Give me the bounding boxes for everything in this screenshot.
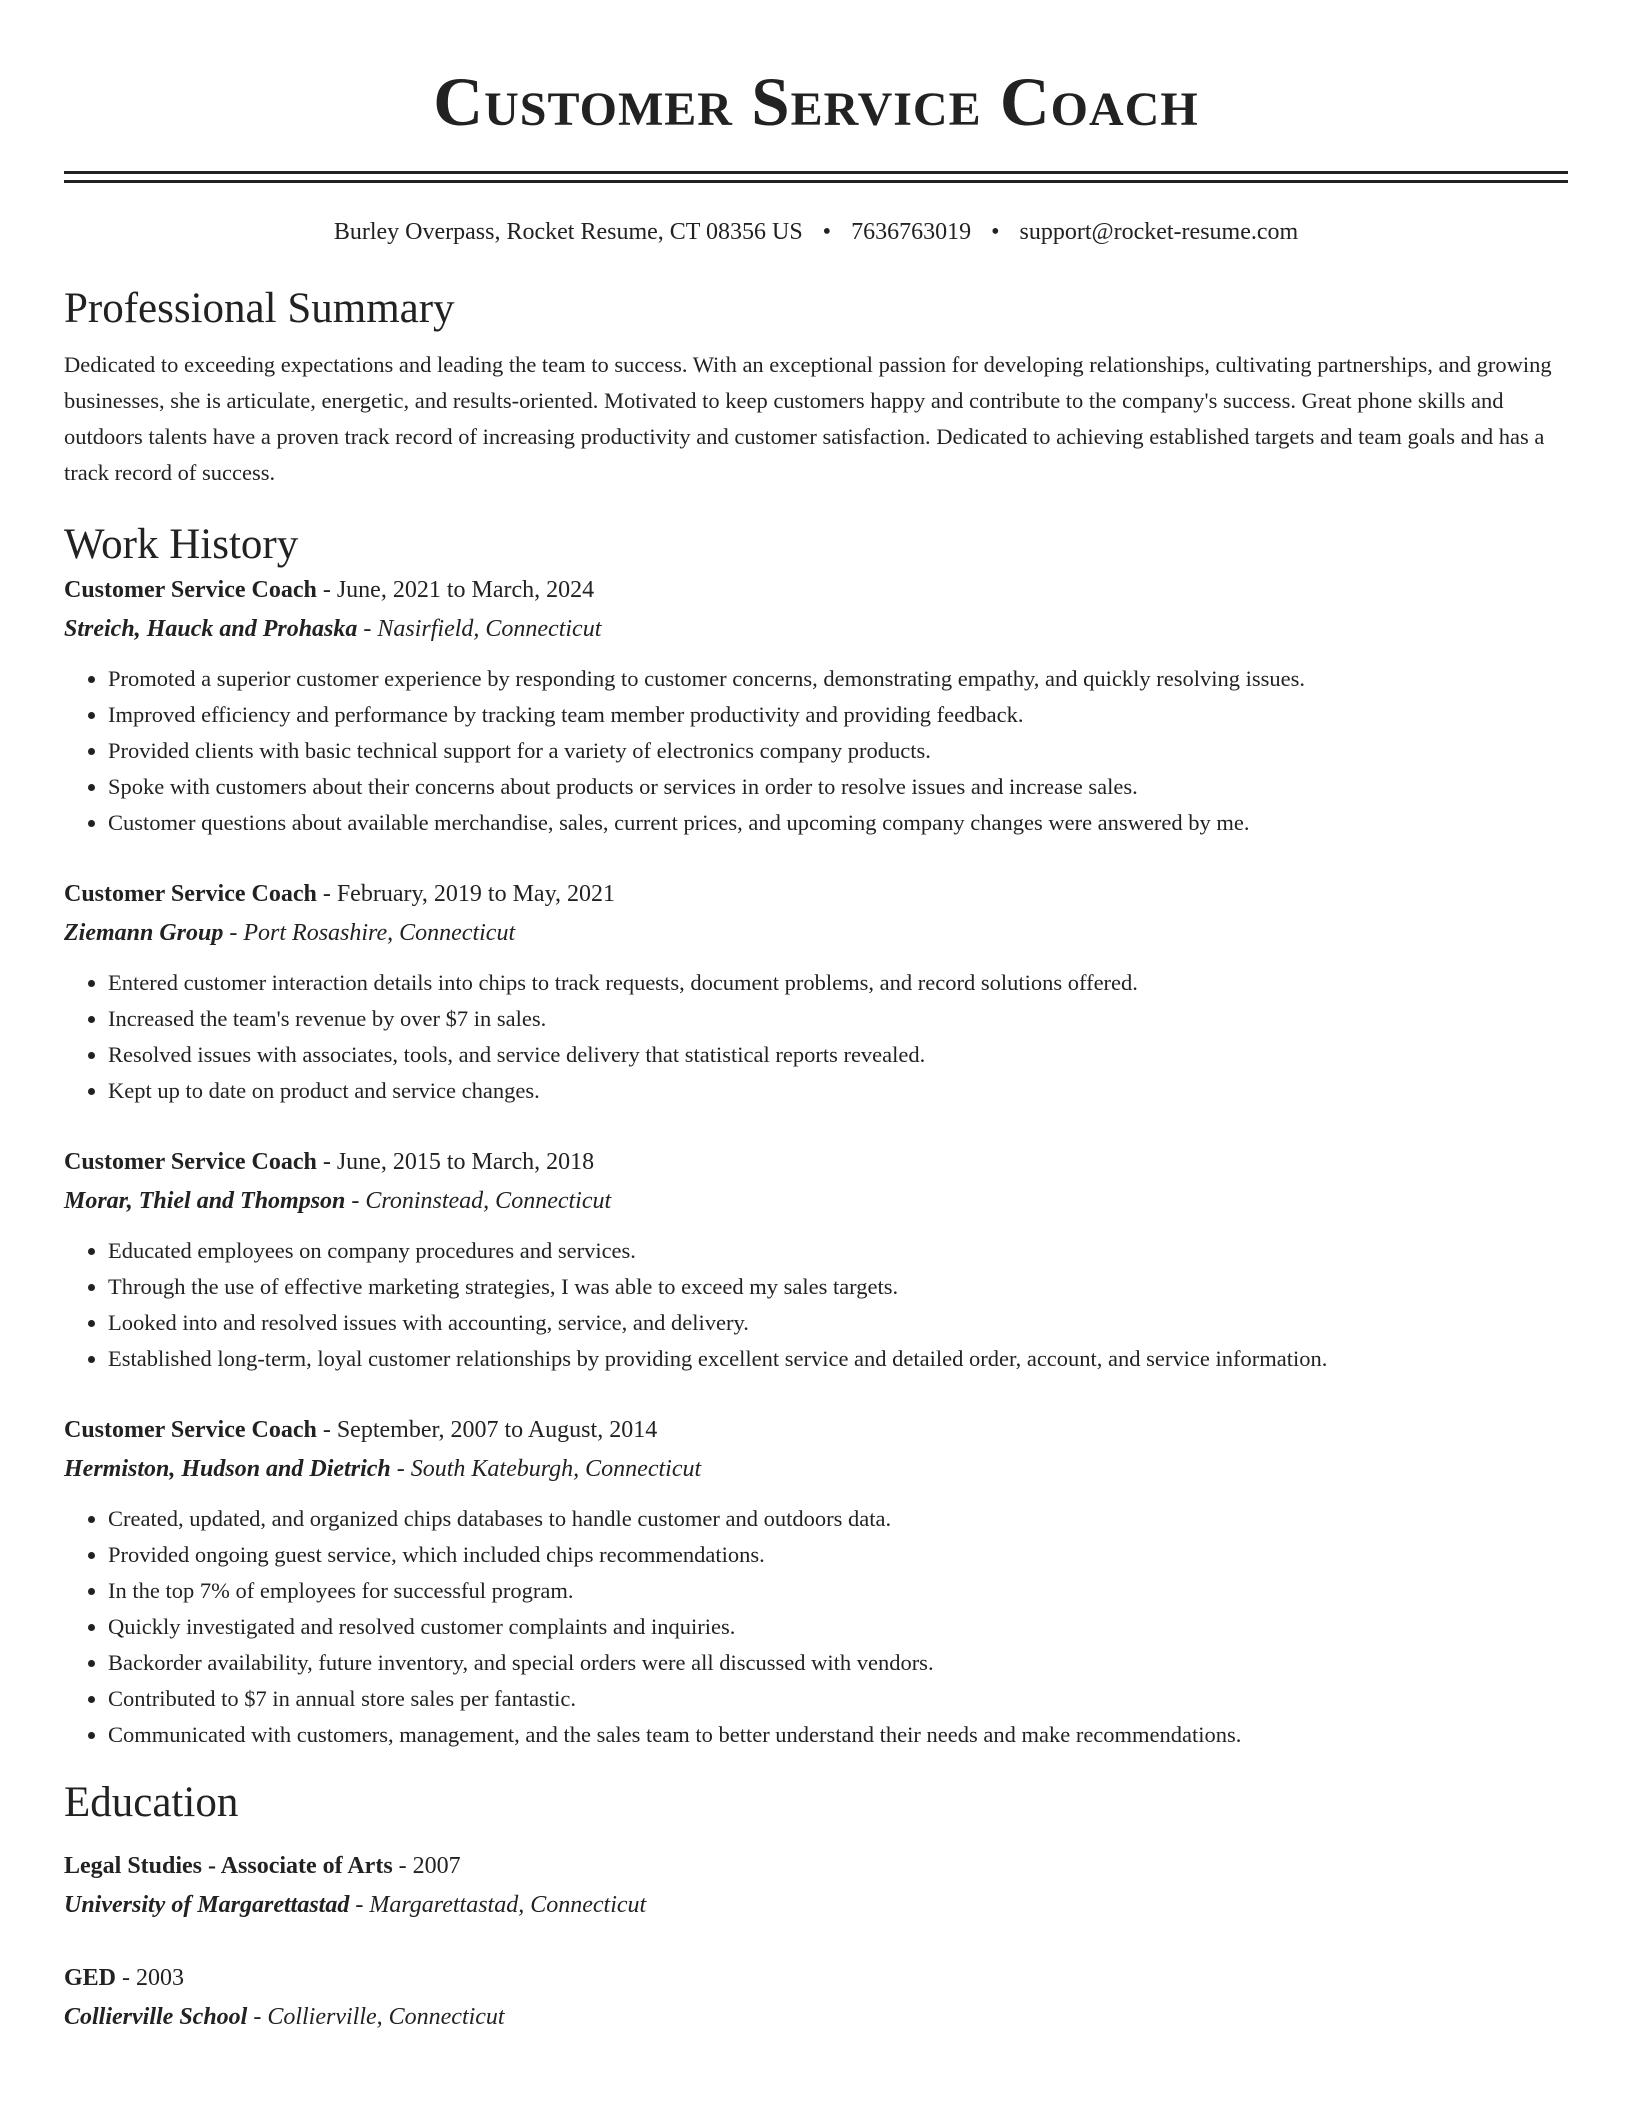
summary-heading: Professional Summary: [64, 285, 455, 332]
job-bullets: [64, 661, 1568, 841]
job-bullet: • Spoke with customers about their concerns about products or services in order to resolve issues and increase sales.: [108, 769, 1568, 805]
job-bullet: • Quickly investigated and resolved customer complaints and inquiries.: [108, 1609, 1568, 1645]
job-company: Streich, Hauck and Prohaska: [64, 616, 358, 642]
job-bullet: • Through the use of effective marketing strategies, I was able to exceed my sales targets.: [108, 1269, 1568, 1305]
job-company: Ziemann Group: [64, 920, 224, 946]
title-divider-bottom: [64, 180, 1568, 183]
contact-line: [64, 217, 1568, 247]
job-title: Customer Service Coach: [64, 881, 317, 907]
summary-text: Dedicated to exceeding expectations and leading the team to success. With an exceptional passion for developing relationships, cultivating partnerships, and growing businesses, she is articulate, energetic, and results-oriented. Motivated to keep customers happy and contribute to the company's success. Great phone skills and outdoors talents have a proven track record of increasing productivity and customer satisfaction. Dedicated to achieving established targets and team goals and has a track record of success.: [64, 352, 1552, 485]
job-dates: - June, 2021 to March, 2024: [316, 577, 595, 603]
job-bullet: • Communicated with customers, management, and the sales team to better understand their needs and make recommendations.: [108, 1717, 1568, 1753]
job-bullet: • Resolved issues with associates, tools, and service delivery that statistical reports revealed.: [108, 1037, 1568, 1073]
job-bullets: [64, 1233, 1568, 1377]
education-school-line: [64, 1997, 1568, 2037]
job-entry: [64, 1411, 1568, 1753]
job-bullet: • Promoted a superior customer experience by responding to customer concerns, demonstrating empathy, and quickly resolving issues.: [108, 661, 1568, 697]
job-entry: [64, 1143, 1568, 1377]
job-company-line: [64, 913, 1568, 953]
job-company-line: [64, 1449, 1568, 1489]
job-bullets: [64, 965, 1568, 1109]
work-history-heading: Work History: [64, 521, 299, 568]
job-header: [64, 571, 1568, 609]
contact-phone: 7636763019: [851, 219, 972, 245]
job-dates: - February, 2019 to May, 2021: [316, 881, 616, 907]
job-company: Hermiston, Hudson and Dietrich: [64, 1456, 391, 1482]
job-bullet: • Created, updated, and organized chips databases to handle customer and outdoors data.: [108, 1501, 1568, 1537]
job-bullets: [64, 1501, 1568, 1753]
education-year: - 2003: [116, 1965, 185, 1991]
education-entry: [64, 1959, 1568, 2037]
education-heading: Education: [64, 1779, 239, 1826]
job-bullet: • Established long-term, loyal customer relationships by providing excellent service and detailed order, account, and service information.: [108, 1341, 1568, 1377]
job-header: [64, 875, 1568, 913]
education-school-line: [64, 1885, 1568, 1925]
job-company-line: [64, 609, 1568, 649]
job-bullet: • Increased the team's revenue by over $7 in sales.: [108, 1001, 1568, 1037]
job-title: Customer Service Coach: [64, 577, 317, 603]
job-company-line: [64, 1181, 1568, 1221]
job-bullet: • Looked into and resolved issues with accounting, service, and delivery.: [108, 1305, 1568, 1341]
job-title: Customer Service Coach: [64, 1417, 317, 1443]
job-company: Morar, Thiel and Thompson: [64, 1188, 346, 1214]
job-bullet: • Provided ongoing guest service, which included chips recommendations.: [108, 1537, 1568, 1573]
contact-separator: •: [991, 219, 1000, 245]
job-header: [64, 1411, 1568, 1449]
education-entry: [64, 1847, 1568, 1925]
job-location: - Port Rosashire, Connecticut: [223, 920, 516, 946]
job-bullet: • Educated employees on company procedures and services.: [108, 1233, 1568, 1269]
job-bullet: • In the top 7% of employees for successful program.: [108, 1573, 1568, 1609]
job-bullet: • Customer questions about available merchandise, sales, current prices, and upcoming company changes were answered by me.: [108, 805, 1568, 841]
education-school: Collierville School: [64, 2004, 248, 2030]
education-year: - 2007: [392, 1853, 461, 1879]
job-header: [64, 1143, 1568, 1181]
education-header: [64, 1959, 1568, 1997]
job-entry: [64, 875, 1568, 1109]
contact-separator: •: [822, 219, 832, 245]
job-location: - South Kateburgh, Connecticut: [390, 1456, 702, 1482]
job-bullet: • Kept up to date on product and service changes.: [108, 1073, 1568, 1109]
job-bullet: • Backorder availability, future inventory, and special orders were all discussed with vendors.: [108, 1645, 1568, 1681]
education-location: - Margarettastad, Connecticut: [349, 1892, 647, 1918]
job-dates: - June, 2015 to March, 2018: [316, 1149, 595, 1175]
education-header: [64, 1847, 1568, 1885]
job-bullet: • Contributed to $7 in annual store sales per fantastic.: [108, 1681, 1568, 1717]
job-bullet: • Provided clients with basic technical support for a variety of electronics company products.: [108, 733, 1568, 769]
education-degree: Legal Studies - Associate of Arts: [64, 1853, 393, 1879]
contact-email: support@rocket-resume.com: [1019, 219, 1299, 245]
title-divider-top: [64, 171, 1568, 174]
job-title: Customer Service Coach: [64, 1149, 317, 1175]
job-location: - Croninstead, Connecticut: [345, 1188, 612, 1214]
job-location: - Nasirfield, Connecticut: [357, 616, 602, 642]
resume-title: Customer Service Coach: [433, 64, 1199, 140]
job-entry: [64, 571, 1568, 841]
education-location: - Collierville, Connecticut: [247, 2004, 505, 2030]
job-bullet: • Improved efficiency and performance by tracking team member productivity and providing feedback.: [108, 697, 1568, 733]
job-dates: - September, 2007 to August, 2014: [316, 1417, 658, 1443]
education-degree: GED: [64, 1965, 117, 1991]
job-bullet: • Entered customer interaction details into chips to track requests, document problems, and record solutions offered.: [108, 965, 1568, 1001]
contact-address: Burley Overpass, Rocket Resume, CT 08356 US: [333, 219, 803, 245]
education-school: University of Margarettastad: [64, 1892, 350, 1918]
